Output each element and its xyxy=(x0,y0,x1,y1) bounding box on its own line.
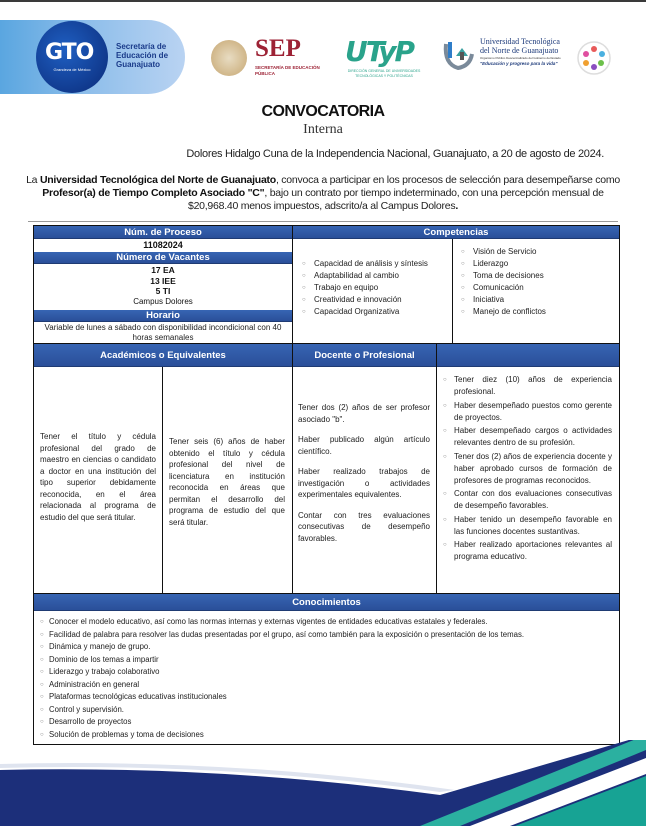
utng-sub: Organismo Público Descentralizado del Gobierno del Estado xyxy=(480,56,561,60)
campus-name: Campus Dolores xyxy=(133,296,193,306)
sep-mark: SEP xyxy=(255,35,301,62)
divider xyxy=(162,367,163,593)
mexico-seal-icon xyxy=(211,40,247,76)
vacancy-iee: 13 IEE xyxy=(150,275,176,286)
list-item: ○ Visión de Servicio xyxy=(459,246,619,258)
utp-mark: UTyP xyxy=(345,35,413,68)
document-subtitle: Interna xyxy=(303,122,343,137)
list-item: ○ Manejo de conflictos xyxy=(459,306,619,318)
competencies-header: Competencias xyxy=(293,226,619,239)
utng-emblem-icon xyxy=(440,38,476,74)
list-item: ○ Trabajo en equipo xyxy=(300,282,450,294)
list-item: ○ Iniciativa xyxy=(459,294,619,306)
list-item: ○ Tener dos (2) años de experiencia docente y haber aprobado cursos de formación de profesores de programas reconocidos. xyxy=(441,451,612,487)
intro-text-3: , bajo un contrato por tiempo indeterminado, con una percepción mensual de $20,968.40 menos impuestos, adscrito/a al Campus Dolores xyxy=(188,187,604,212)
list-item: ○ Comunicación xyxy=(459,282,619,294)
vacancies-header: Número de Vacantes xyxy=(34,252,292,264)
divider xyxy=(452,239,453,343)
list-item: ○ Contar con dos evaluaciones consecutivas de desempeño favorables. xyxy=(441,488,612,512)
knowledge-list xyxy=(40,616,615,741)
gto-tagline: Grandeza de México xyxy=(53,67,91,72)
schedule-header: Horario xyxy=(34,310,292,322)
window-top-border xyxy=(0,0,646,2)
requirements-table xyxy=(33,225,620,745)
intro-text-2: , convoca a participar en los procesos de selección para desempeñarse como xyxy=(275,174,620,186)
teaching-item: Tener dos (2) años de ser profesor asociado "b". xyxy=(298,403,430,424)
divider xyxy=(292,343,293,593)
footer-wave-decoration xyxy=(0,740,646,826)
list-item: ○ Haber realizado aportaciones relevantes al programa educativo. xyxy=(441,539,612,563)
list-item: ○ Dominio de los temas a impartir xyxy=(40,654,615,667)
divider xyxy=(28,221,618,222)
list-item: ○ Dinámica y manejo de grupo. xyxy=(40,641,615,654)
vacancy-ti: 5 TI xyxy=(155,286,171,296)
utng-slogan: "Educación y progreso para la vida" xyxy=(480,61,558,66)
list-item: ○ Administración en general xyxy=(40,679,615,692)
competencies-right-list xyxy=(459,246,619,318)
academic-header: Académicos o Equivalentes xyxy=(34,343,292,367)
list-item: ○ Control y supervisión. xyxy=(40,704,615,717)
experience-list xyxy=(441,374,612,565)
vacancies-list xyxy=(34,265,292,307)
teaching-item: Haber realizado trabajos de investigación o actividades experimentales equivalentes. xyxy=(298,467,430,499)
ring-logo-icon xyxy=(576,40,612,76)
divider xyxy=(436,343,437,593)
document-title: CONVOCATORIA xyxy=(261,103,385,120)
list-item: ○ Haber desempeñado cargos o actividades relevantes dentro de su profesión. xyxy=(441,425,612,449)
teaching-header: Docente o Profesional xyxy=(293,343,436,367)
gto-mark: GTO xyxy=(45,40,94,65)
list-item: ○ Conocer el modelo educativo, así como las normas internas y externas vigentes de entidades educativas estatales y federales. xyxy=(40,616,615,629)
gto-name: Secretaría de Educación de Guanajuato xyxy=(116,42,169,69)
list-item: ○ Haber desempeñado puestos como gerente de proyectos. xyxy=(441,400,612,424)
intro-paragraph xyxy=(24,174,622,213)
divider xyxy=(292,226,293,343)
process-header: Núm. de Proceso xyxy=(34,226,292,239)
dateline: Dolores Hidalgo Cuna de la Independencia Nacional, Guanajuato, a 20 de agosto de 2024. xyxy=(186,148,604,160)
list-item: ○ Toma de decisiones xyxy=(459,270,619,282)
university-name: Universidad Tecnológica del Norte de Guanajuato xyxy=(39,174,276,186)
list-item: ○ Haber tenido un desempeño favorable en las funciones docentes sustantivas. xyxy=(441,514,612,538)
utp-name: DIRECCIÓN GENERAL DE UNIVERSIDADES TECNOLÓGICAS Y POLITÉCNICAS xyxy=(347,69,421,78)
position-name: Profesor(a) de Tiempo Completo Asociado "C" xyxy=(42,187,265,199)
list-item: ○ Capacidad de análisis y síntesis xyxy=(300,258,450,270)
intro-period: . xyxy=(455,200,458,212)
list-item: ○ Solución de problemas y toma de decisiones xyxy=(40,729,615,742)
academic-requirement-2: Tener seis (6) años de haber obtenido el título y cédula profesional del nivel de licenciatura en institución reconocida en áreas que permitan el desarrollo del programa de estudio del que será titular. xyxy=(169,437,285,527)
teaching-item: Haber publicado algún artículo científico. xyxy=(298,435,430,456)
teaching-requirements xyxy=(298,402,430,544)
list-item: ○ Liderazgo y trabajo colaborativo xyxy=(40,666,615,679)
list-item: ○ Tener diez (10) años de experiencia profesional. xyxy=(441,374,612,398)
utng-text-block xyxy=(480,38,564,67)
teaching-item: Contar con tres evaluaciones consecutivas de desempeño favorables. xyxy=(298,510,430,543)
competencies-left-list xyxy=(300,258,450,318)
academic-requirement-1: Tener el título y cédula profesional del grado de maestro en ciencias o candidato a doctor en una institución del tipo superior debidamente reconocida, en el área relacionada al programa de estudio del que será titular. xyxy=(40,432,156,522)
sep-name: SECRETARÍA DE EDUCACIÓN PÚBLICA xyxy=(255,65,320,76)
list-item: ○ Facilidad de palabra para resolver las dudas presentadas por el grupo, así como también para la exposición o presentación de los temas. xyxy=(40,629,615,642)
list-item: ○ Capacidad Organizativa xyxy=(300,306,450,318)
schedule-text: Variable de lunes a sábado con disponibilidad incondicional con 40 horas semanales xyxy=(44,323,282,342)
utng-name: Universidad Tecnológica del Norte de Guanajuato xyxy=(480,37,560,55)
list-item: ○ Adaptabilidad al cambio xyxy=(300,270,450,282)
list-item: ○ Plataformas tecnológicas educativas institucionales xyxy=(40,691,615,704)
list-item: ○ Creatividad e innovación xyxy=(300,294,450,306)
experience-header xyxy=(437,343,619,367)
intro-text-1: La xyxy=(26,174,40,186)
process-number: 11082024 xyxy=(143,240,183,250)
knowledge-header: Conocimientos xyxy=(34,593,619,611)
vacancy-ea: 17 EA xyxy=(151,265,175,275)
list-item: ○ Desarrollo de proyectos xyxy=(40,716,615,729)
list-item: ○ Liderazgo xyxy=(459,258,619,270)
